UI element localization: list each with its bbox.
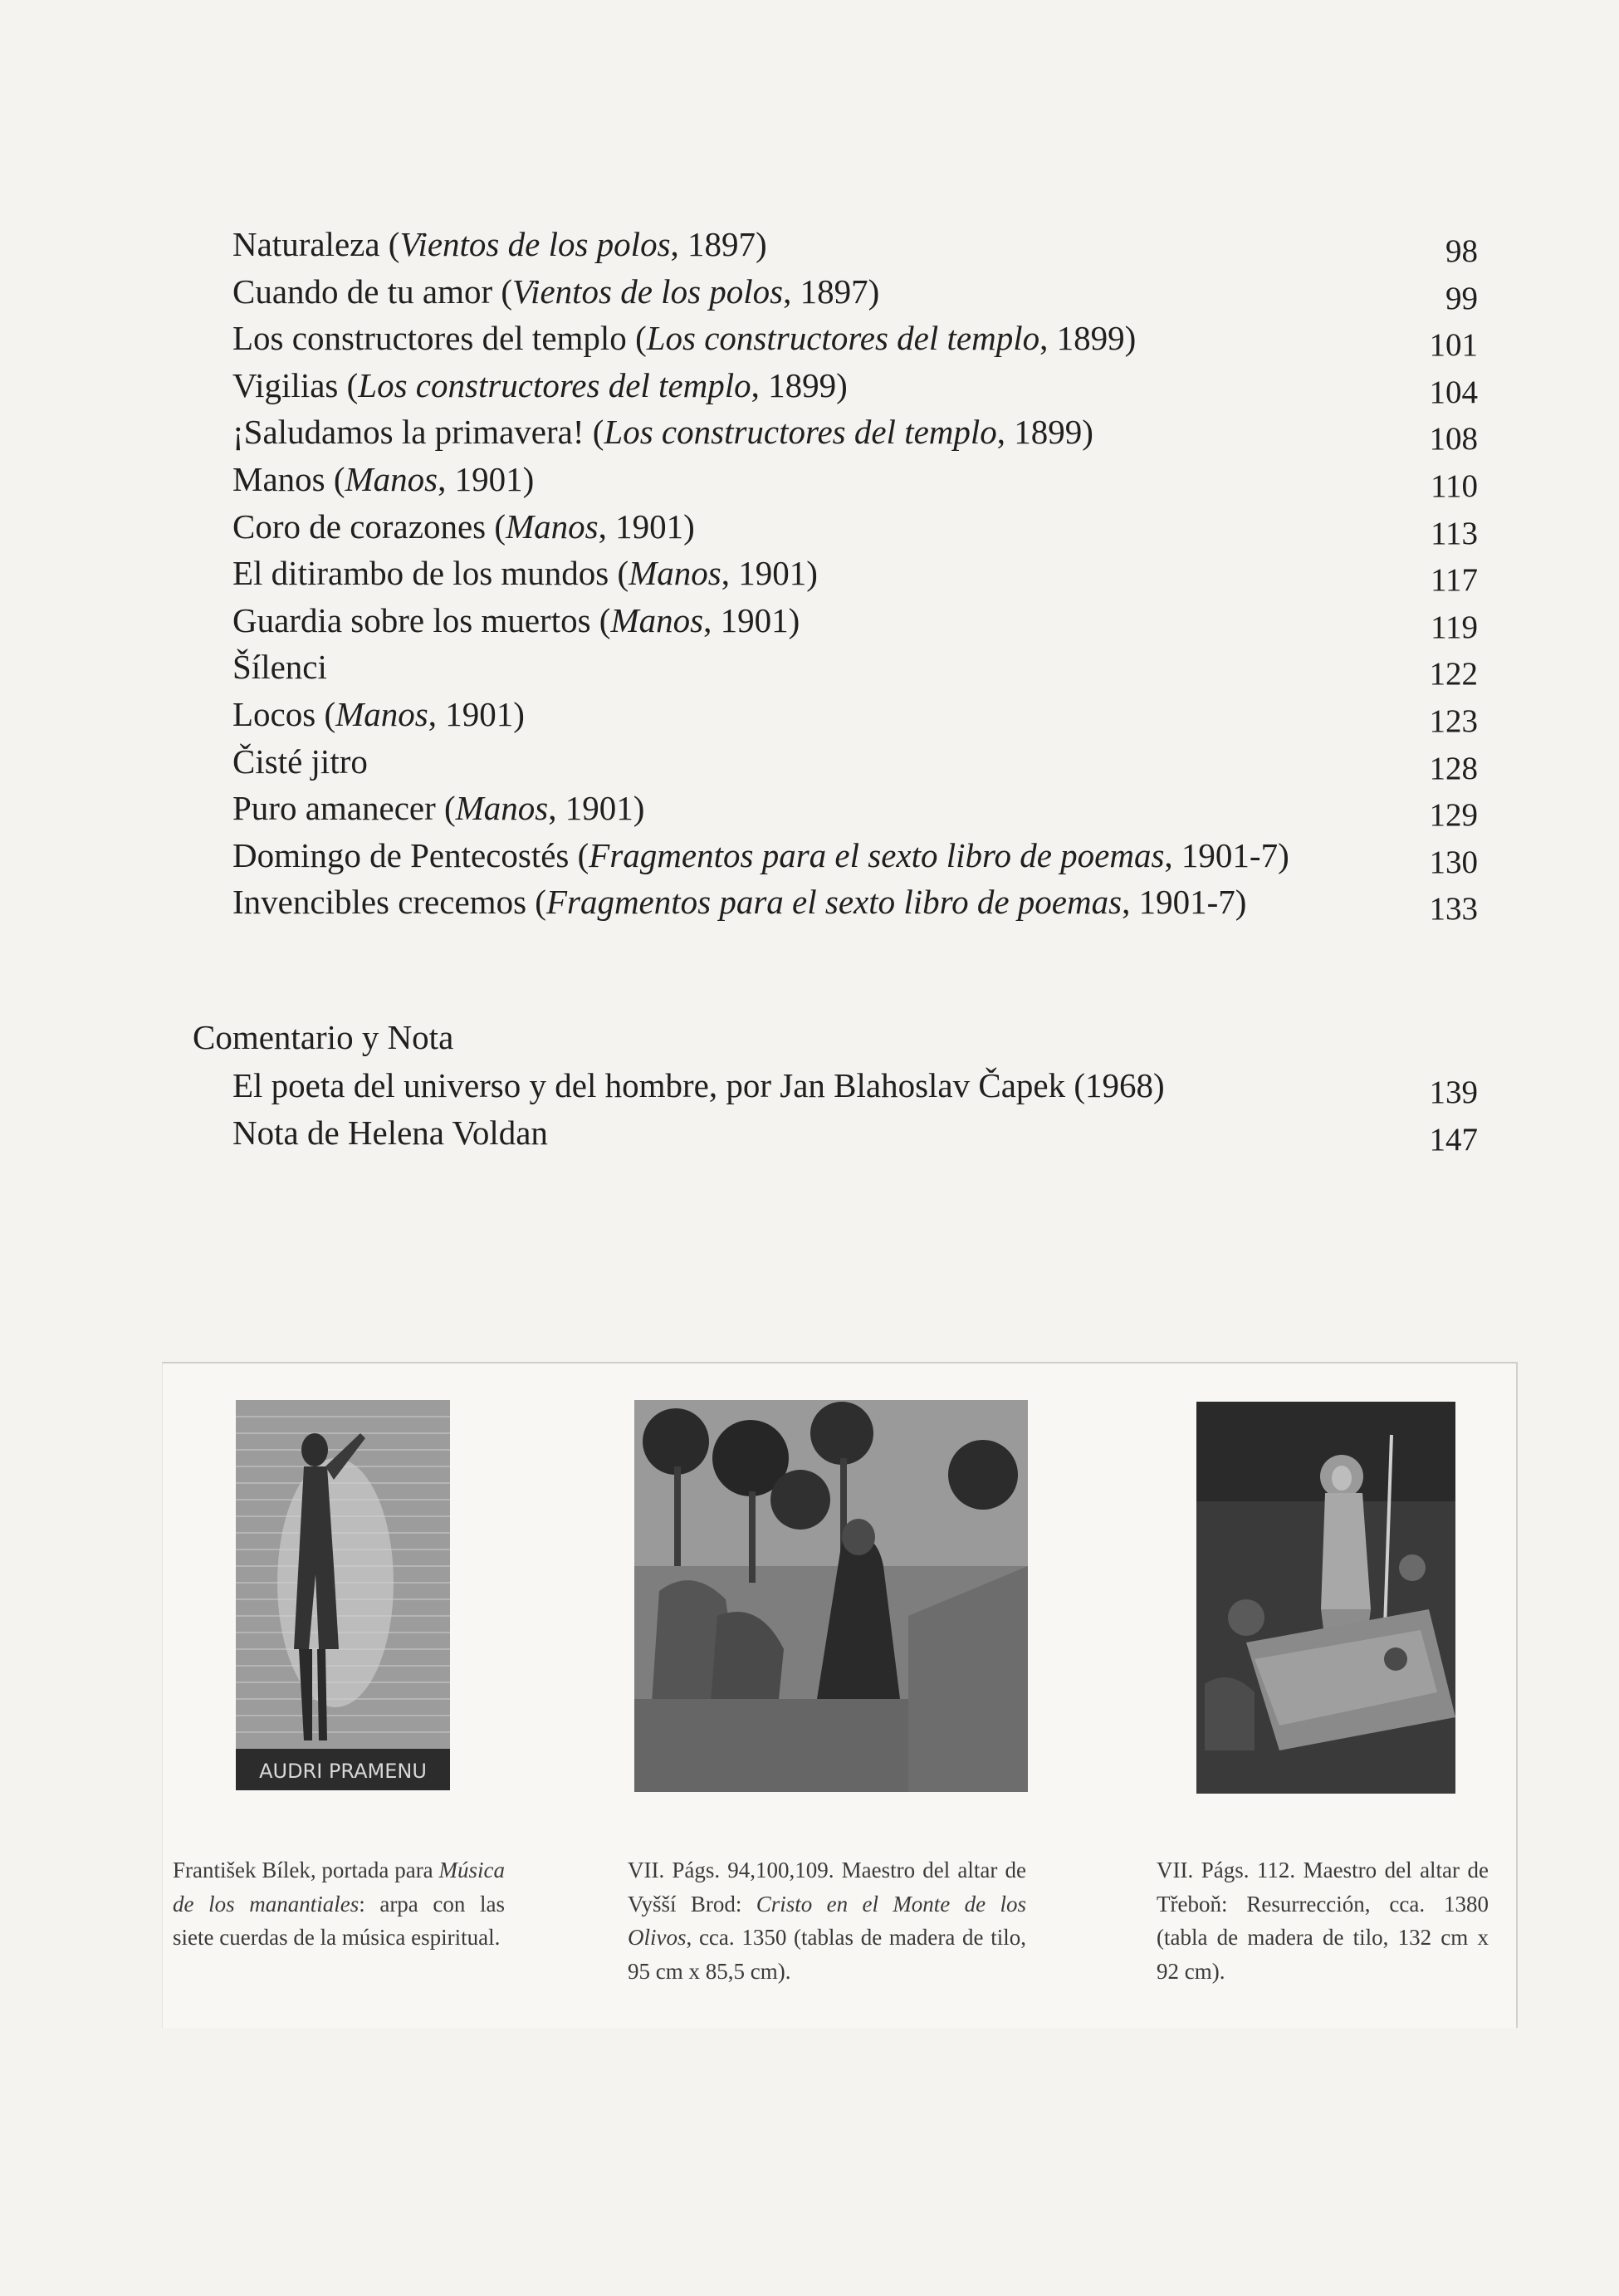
toc-page-number: 123 bbox=[1429, 703, 1478, 739]
illustrations-panel bbox=[162, 1362, 1518, 2028]
illustration-caption: VII. Págs. 112. Maestro del altar de Třeboň: Resurrección, cca. 1380 (tabla de madera de tilo, 132 cm x 92 cm). bbox=[1157, 1858, 1489, 1984]
toc-page-number: 139 bbox=[1429, 1075, 1478, 1110]
toc-page-number: 130 bbox=[1429, 844, 1478, 880]
toc-page-number: 147 bbox=[1429, 1121, 1478, 1158]
illustration-caption: František Bílek, portada para Música de los manantiales: arpa con las siete cuerdas de la música espiritual. bbox=[173, 1858, 505, 1950]
toc-entry bbox=[232, 272, 1478, 319]
toc-entry bbox=[232, 553, 1478, 600]
toc-entry bbox=[232, 1113, 1478, 1160]
toc-page-number: 128 bbox=[1429, 750, 1478, 786]
toc-entry bbox=[232, 1065, 1478, 1113]
toc-entry-title: ¡Saludamos la primavera! (Los constructores del templo, 1899) bbox=[232, 413, 1093, 452]
section-heading: Comentario y Nota bbox=[193, 1018, 454, 1056]
toc-entry bbox=[232, 882, 1478, 929]
toc-page-number: 98 bbox=[1445, 233, 1478, 269]
toc-entry-title: Invencibles crecemos (Fragmentos para el sexto libro de poemas, 1901-7) bbox=[232, 883, 1247, 922]
commentary-section bbox=[193, 1017, 1478, 1159]
toc-entry-title: Guardia sobre los muertos (Manos, 1901) bbox=[232, 600, 800, 639]
toc-entry-title: Los constructores del templo (Los constructores del templo, 1899) bbox=[232, 319, 1137, 358]
illustration-caption: VII. Págs. 94,100,109. Maestro del altar de Vyšší Brod: Cristo en el Monte de los Olivos, cca. 1350 (tablas de madera de tilo, 95 cm x 85,5 cm). bbox=[628, 1858, 1027, 1984]
toc-page-number: 99 bbox=[1445, 280, 1478, 316]
toc-entry-title: Locos (Manos, 1901) bbox=[232, 694, 525, 733]
resurrection-painting-image bbox=[1196, 1402, 1455, 1794]
toc-page-number: 122 bbox=[1429, 656, 1478, 693]
toc-entry bbox=[232, 459, 1478, 507]
toc-entry bbox=[232, 788, 1478, 835]
toc-entry-title: Puro amanecer (Manos, 1901) bbox=[232, 789, 645, 828]
toc-entry-title: Manos (Manos, 1901) bbox=[232, 459, 535, 498]
toc-entry-title: Čisté jitro bbox=[232, 742, 368, 781]
table-of-contents bbox=[232, 224, 1478, 929]
illustration-inscription: AUDRI PRAMENU bbox=[259, 1760, 427, 1783]
toc-entry bbox=[232, 412, 1478, 459]
toc-entry bbox=[232, 365, 1478, 413]
toc-entry bbox=[232, 600, 1478, 648]
toc-entry-title: Nota de Helena Voldan bbox=[232, 1113, 548, 1152]
toc-entry bbox=[232, 507, 1478, 554]
toc-entry-title: Coro de corazones (Manos, 1901) bbox=[232, 507, 695, 546]
toc-entry bbox=[232, 224, 1478, 272]
toc-page-number: 129 bbox=[1429, 797, 1478, 834]
resurreccion-illustration bbox=[1196, 1402, 1455, 1794]
figure-with-harp-image bbox=[236, 1400, 450, 1790]
toc-page-number: 101 bbox=[1429, 327, 1478, 364]
toc-entry-title: Šílenci bbox=[232, 648, 327, 687]
toc-entry-title: Vigilias (Los constructores del templo, 1899) bbox=[232, 365, 848, 404]
toc-entry bbox=[232, 742, 1478, 789]
toc-entry-title: Naturaleza (Vientos de los polos, 1897) bbox=[232, 225, 767, 263]
toc-page-number: 113 bbox=[1430, 515, 1478, 551]
toc-entry bbox=[232, 694, 1478, 742]
bilek-cover-illustration bbox=[236, 1400, 450, 1790]
toc-entry bbox=[232, 318, 1478, 365]
toc-page-number: 108 bbox=[1429, 421, 1478, 458]
toc-entry-title: El poeta del universo y del hombre, por Jan Blahoslav Čapek (1968) bbox=[232, 1066, 1165, 1104]
toc-page-number: 133 bbox=[1429, 891, 1478, 928]
toc-page-number: 110 bbox=[1430, 468, 1478, 504]
toc-entry-title: El ditirambo de los mundos (Manos, 1901) bbox=[232, 554, 818, 593]
toc-page-number: 117 bbox=[1430, 562, 1478, 599]
toc-entry-title: Cuando de tu amor (Vientos de los polos, 1897) bbox=[232, 272, 880, 311]
cristo-monte-olivos-illustration bbox=[634, 1400, 1028, 1792]
toc-entry bbox=[232, 835, 1478, 883]
toc-entry bbox=[232, 647, 1478, 694]
toc-entry-title: Domingo de Pentecostés (Fragmentos para el sexto libro de poemas, 1901-7) bbox=[232, 835, 1289, 874]
toc-page-number: 119 bbox=[1430, 609, 1478, 645]
gethsemane-painting-image bbox=[634, 1400, 1028, 1792]
toc-page-number: 104 bbox=[1429, 374, 1478, 410]
